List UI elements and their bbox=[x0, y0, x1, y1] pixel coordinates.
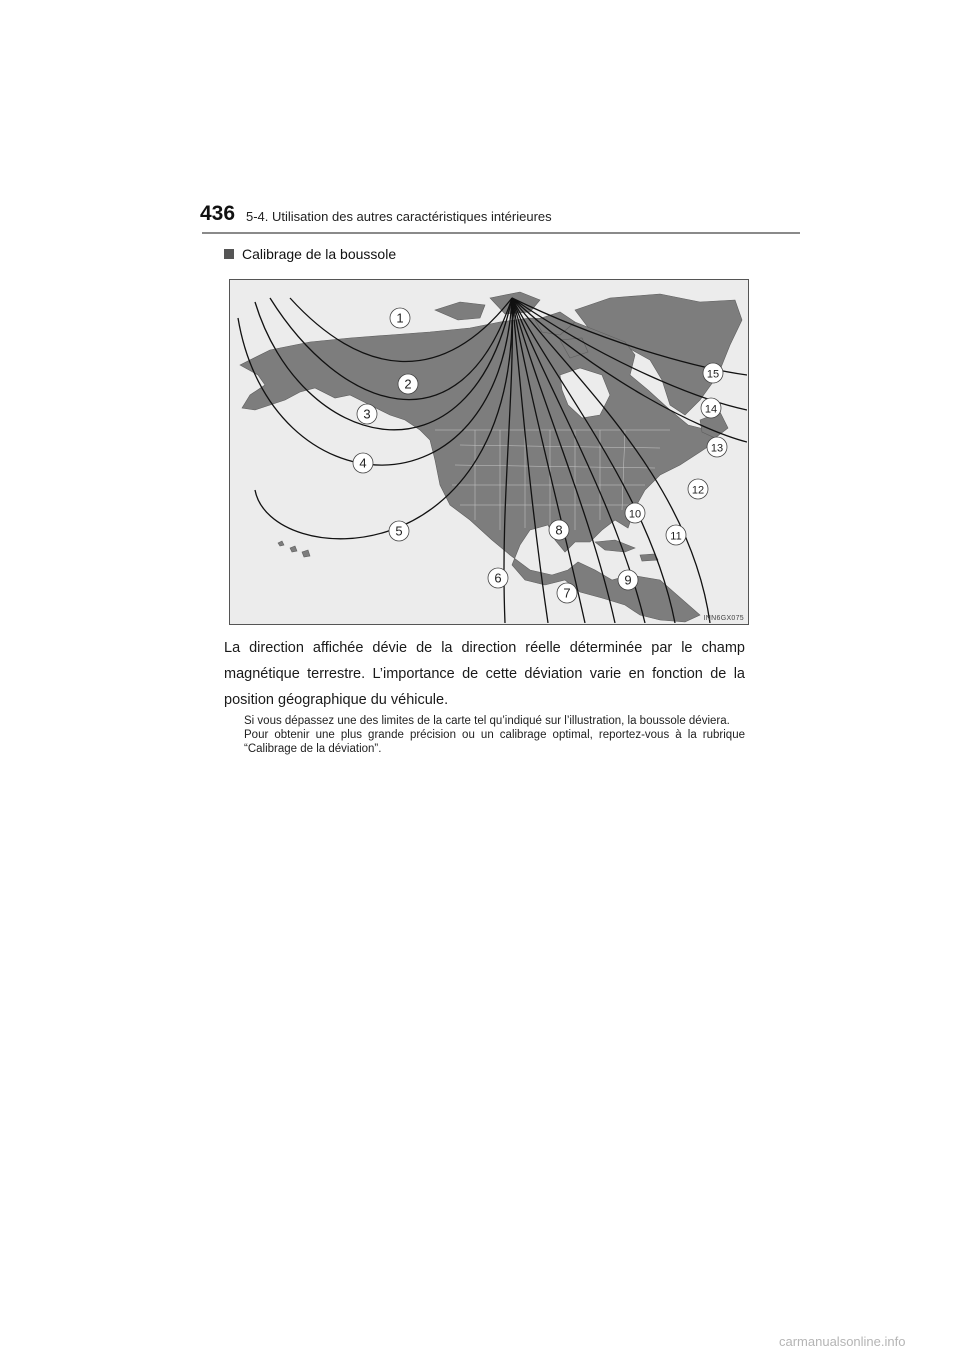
zone-marker bbox=[688, 479, 708, 499]
zone-number: 2 bbox=[404, 376, 412, 392]
compass-zone-map bbox=[229, 279, 749, 625]
section-heading bbox=[224, 246, 396, 262]
zone-marker bbox=[618, 570, 638, 590]
zone-marker bbox=[666, 525, 686, 545]
zone-number: 15 bbox=[706, 368, 720, 381]
zone-number: 6 bbox=[494, 570, 502, 586]
square-bullet-icon bbox=[224, 249, 234, 259]
zone-number: 7 bbox=[563, 585, 571, 601]
zone-marker bbox=[557, 583, 577, 603]
zone-marker bbox=[707, 437, 727, 457]
chapter-title: 5-4. Utilisation des autres caractéristiques intérieures bbox=[246, 209, 552, 224]
header-rule bbox=[202, 232, 800, 234]
body-paragraph: La direction affichée dévie de la direction réelle déterminée par le champ magnétique terrestre. L’importance de cette déviation varie en fonction de la position géographique du véhicule. bbox=[224, 640, 745, 708]
zone-marker bbox=[389, 521, 409, 541]
section-heading-text: Calibrage de la boussole bbox=[242, 246, 397, 262]
zone-number: 9 bbox=[624, 572, 632, 588]
zone-number: 1 bbox=[396, 310, 404, 326]
zone-number: 13 bbox=[710, 442, 724, 455]
watermark: carmanualsonline.info bbox=[779, 1334, 906, 1349]
zone-marker bbox=[357, 404, 377, 424]
map-svg bbox=[230, 280, 747, 623]
zone-marker bbox=[398, 374, 418, 394]
zone-number: 12 bbox=[691, 484, 705, 497]
zone-number: 3 bbox=[363, 406, 371, 422]
zone-number: 10 bbox=[628, 508, 642, 521]
zone-marker bbox=[488, 568, 508, 588]
zone-marker bbox=[353, 453, 373, 473]
note-line-2: Pour obtenir une plus grande précision ou un calibrage optimal, reportez-vous à la rubrique “Calibrage de la déviation”. bbox=[244, 729, 745, 755]
note-block bbox=[244, 714, 745, 756]
zone-number: 11 bbox=[670, 530, 682, 543]
zone-number: 14 bbox=[704, 403, 718, 416]
figure-code: INN6GX075 bbox=[703, 615, 744, 622]
zone-marker bbox=[549, 520, 569, 540]
page-number: 436 bbox=[200, 202, 236, 225]
zone-marker bbox=[625, 503, 645, 523]
zone-marker bbox=[701, 398, 721, 418]
zone-number: 8 bbox=[555, 522, 563, 538]
zone-marker bbox=[390, 308, 410, 328]
zone-number: 5 bbox=[395, 523, 403, 539]
zone-number: 4 bbox=[359, 455, 367, 471]
zone-marker bbox=[703, 363, 723, 383]
note-line-1: Si vous dépassez une des limites de la carte tel qu’indiqué sur l’illustration, la boussole déviera. bbox=[244, 715, 730, 727]
